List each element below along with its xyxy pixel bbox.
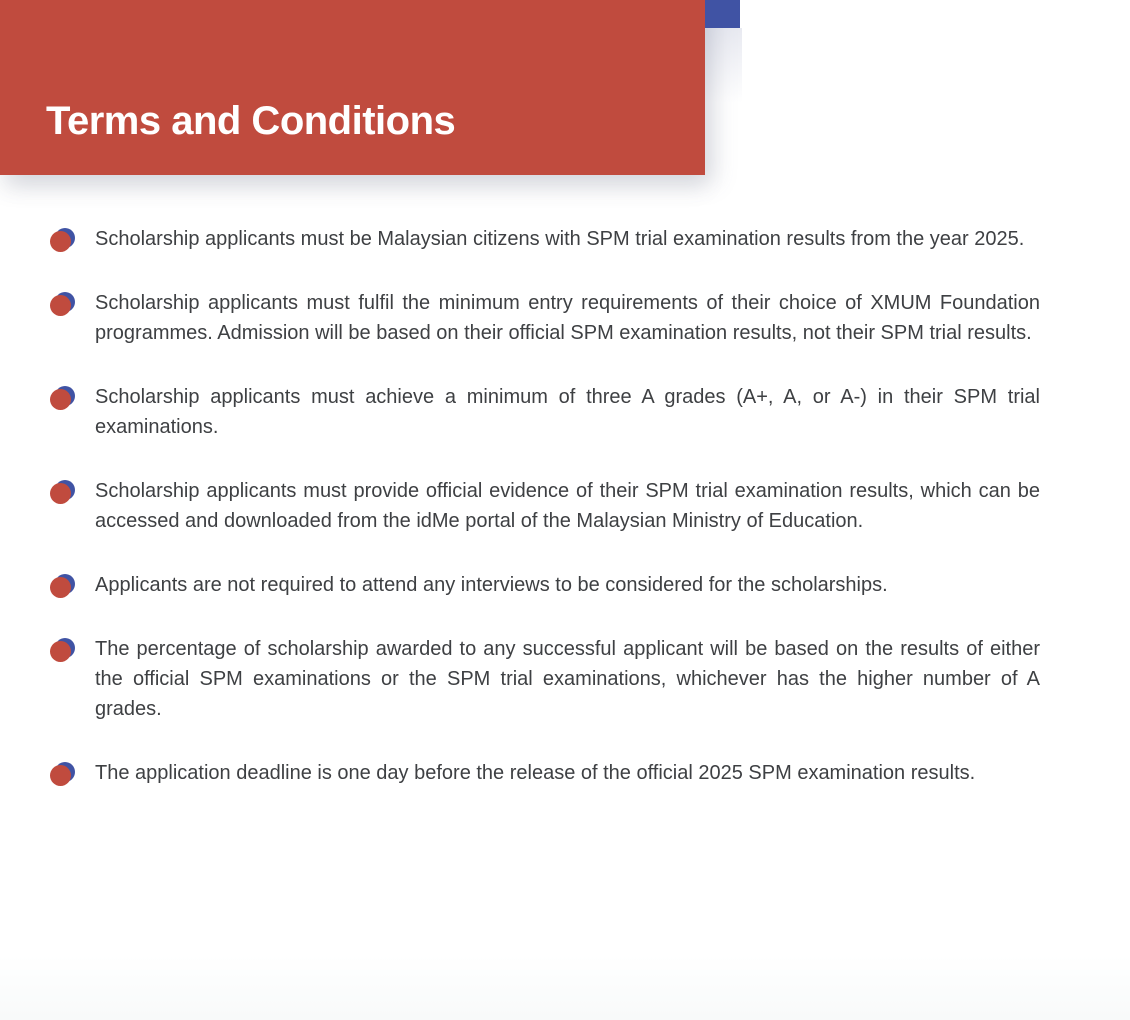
term-item bbox=[50, 288, 1040, 348]
term-text: The application deadline is one day before the release of the official 2025 SPM examination results. bbox=[95, 762, 976, 784]
term-text: Scholarship applicants must be Malaysian citizens with SPM trial examination results from the year 2025. bbox=[95, 228, 1025, 250]
bullet-icon bbox=[50, 762, 76, 786]
terms-list bbox=[50, 224, 1040, 822]
term-item bbox=[50, 224, 1040, 254]
term-item bbox=[50, 758, 1040, 788]
blue-accent-shadow bbox=[705, 28, 742, 103]
bottom-band bbox=[0, 955, 1130, 1020]
title-banner bbox=[0, 0, 705, 175]
bullet-icon bbox=[50, 228, 76, 252]
bullet-icon bbox=[50, 292, 76, 316]
term-item bbox=[50, 382, 1040, 442]
page-title: Terms and Conditions bbox=[46, 99, 456, 143]
term-text: Applicants are not required to attend any interviews to be considered for the scholarships. bbox=[95, 574, 888, 596]
term-item bbox=[50, 634, 1040, 724]
bullet-icon bbox=[50, 638, 76, 662]
term-text: Scholarship applicants must provide official evidence of their SPM trial examination results, which can be accessed and downloaded from the idMe portal of the Malaysian Ministry of Education. bbox=[95, 480, 1040, 532]
term-item bbox=[50, 476, 1040, 536]
term-text: The percentage of scholarship awarded to any successful applicant will be based on the results of either the official SPM examinations or the SPM trial examinations, whichever has the higher number of A grades. bbox=[95, 638, 1040, 720]
term-item bbox=[50, 570, 1040, 600]
bullet-icon bbox=[50, 386, 76, 410]
blue-accent-square bbox=[705, 0, 740, 28]
term-text: Scholarship applicants must fulfil the minimum entry requirements of their choice of XMUM Foundation programmes. Admission will be based on their official SPM examination results, not their SPM trial results. bbox=[95, 292, 1040, 344]
bullet-icon bbox=[50, 574, 76, 598]
term-text: Scholarship applicants must achieve a minimum of three A grades (A+, A, or A-) in their SPM trial examinations. bbox=[95, 386, 1040, 438]
bullet-icon bbox=[50, 480, 76, 504]
